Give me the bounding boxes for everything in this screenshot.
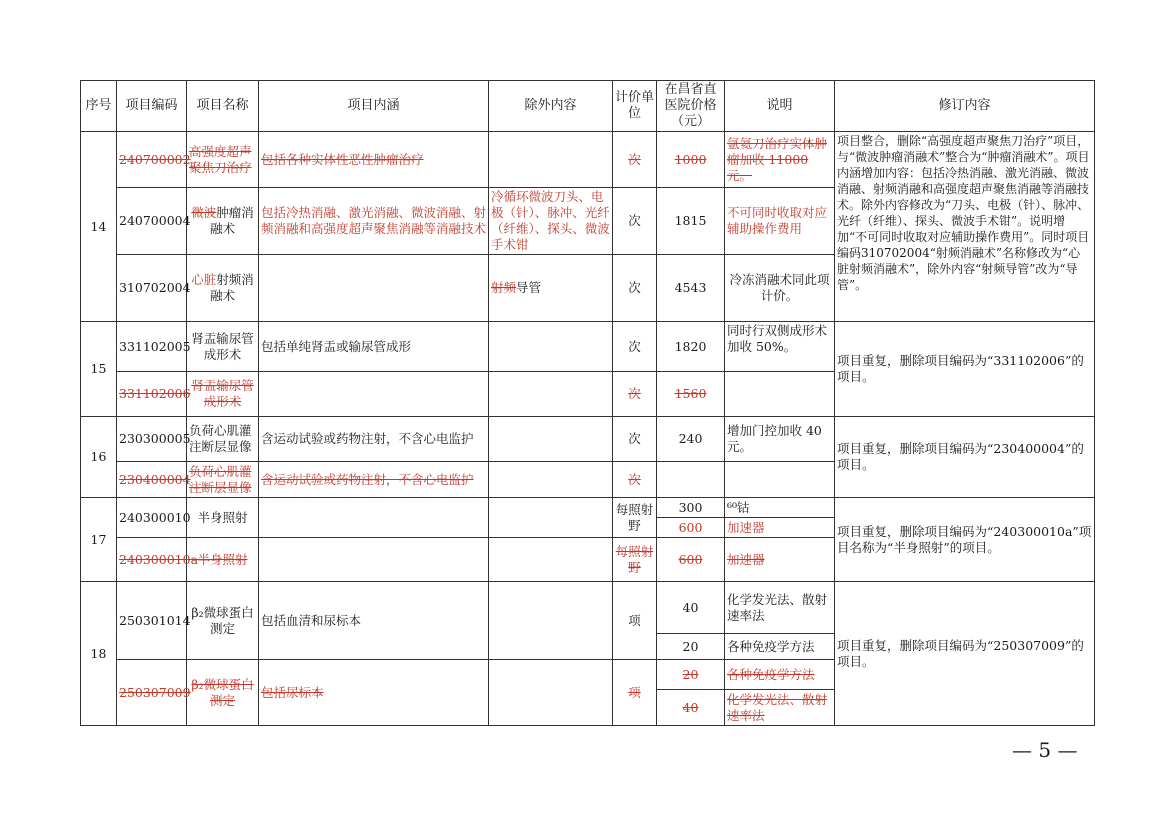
unit-cell: 项 (613, 660, 657, 726)
content-cell: 包括冷热消融、激光消融、微波消融、射频消融和高强度超声聚焦消融等消融技术 (259, 188, 489, 255)
note-cell: 不可同时收取对应辅助操作费用 (725, 188, 835, 255)
content-cell: 含运动试验或药物注射，不含心电监护 (259, 462, 489, 498)
excluded-cell (489, 660, 613, 726)
unit-cell: 次 (613, 255, 657, 322)
revision-cell: 项目重复，删除项目编码为“240300010a”项目名称为“半身照射”的项目。 (835, 498, 1095, 582)
price-cell: 1000 (657, 132, 725, 188)
code-cell: 250301014 (117, 582, 187, 660)
code-cell: 240700002 (117, 132, 187, 188)
content-cell (259, 255, 489, 322)
note-cell: 加速器 (725, 518, 835, 538)
note-cell (725, 372, 835, 417)
seq-cell: 16 (81, 417, 117, 498)
note-cell: 增加门控加收 40 元。 (725, 417, 835, 462)
seq-cell: 15 (81, 322, 117, 417)
table-row (81, 132, 1095, 188)
price-cell: 1815 (657, 188, 725, 255)
name-cell: 半身照射 (187, 498, 259, 538)
excluded-cell (489, 255, 613, 322)
code-cell: 240700004 (117, 188, 187, 255)
seq-cell: 14 (81, 132, 117, 322)
note-cell: 各种免疫学方法 (725, 660, 835, 690)
price-cell: 600 (657, 538, 725, 582)
name-cell: 高强度超声聚焦刀治疗 (187, 132, 259, 188)
price-cell: 40 (657, 690, 725, 726)
table-row (81, 582, 1095, 634)
excluded-cell (489, 582, 613, 660)
table-row (81, 322, 1095, 372)
header-unit: 计价单位 (613, 81, 657, 132)
name-cell: 负荷心肌灌注断层显像 (187, 462, 259, 498)
content-cell: 包括各种实体性恶性肿瘤治疗 (259, 132, 489, 188)
page-number: — 5 — (1012, 738, 1078, 762)
unit-cell: 每照射野 (613, 498, 657, 538)
code-cell: 331102006 (117, 372, 187, 417)
header-row (81, 81, 1095, 132)
header-price: 在昌省直医院价格（元） (657, 81, 725, 132)
name-cell: 半身照射 (187, 538, 259, 582)
excluded-cell (489, 188, 613, 255)
content-cell: 包括单纯肾盂或输尿管成形 (259, 322, 489, 372)
unit-cell: 项 (613, 582, 657, 660)
content-cell: 包括血清和尿标本 (259, 582, 489, 660)
price-cell: 40 (657, 582, 725, 634)
header-code: 项目编码 (117, 81, 187, 132)
unit-cell: 次 (613, 188, 657, 255)
name-cell: β₂微球蛋白测定 (187, 582, 259, 660)
revision-cell: 项目重复，删除项目编码为“250307009”的项目。 (835, 582, 1095, 726)
note-cell: 化学发光法、散射速率法 (725, 690, 835, 726)
name-deleted-part: 微波 (191, 205, 217, 220)
name-cell: 肾盂输尿管成形术 (187, 322, 259, 372)
content-cell (259, 498, 489, 538)
price-cell (657, 462, 725, 498)
header-seq: 序号 (81, 81, 117, 132)
name-added-part: 心脏 (191, 272, 217, 287)
revision-cell: 项目重复，删除项目编码为“230400004”的项目。 (835, 417, 1095, 498)
note-cell: ⁶⁰钴 (725, 498, 835, 518)
code-cell: 230400004 (117, 462, 187, 498)
pricing-revision-table (80, 80, 1095, 726)
price-cell: 240 (657, 417, 725, 462)
name-text: 肿瘤消融术 (209, 205, 254, 236)
content-cell (259, 538, 489, 582)
code-cell: 240300010a (117, 538, 187, 582)
excluded-deleted-part: 射频 (491, 280, 517, 295)
note-cell: 冷冻消融术同此项计价。 (725, 255, 835, 322)
price-cell: 1820 (657, 322, 725, 372)
header-note: 说明 (725, 81, 835, 132)
price-cell: 20 (657, 660, 725, 690)
name-cell (187, 255, 259, 322)
note-cell: 加速器 (725, 538, 835, 582)
excluded-cell (489, 538, 613, 582)
code-cell: 250307009 (117, 660, 187, 726)
unit-cell: 次 (613, 417, 657, 462)
note-cell (725, 462, 835, 498)
note-cell: 同时行双侧成形术加收 50%。 (725, 322, 835, 372)
note-cell: 氩氦刀治疗实体肿瘤加收 11000元。 (725, 132, 835, 188)
price-cell: 300 (657, 498, 725, 518)
content-cell: 含运动试验或药物注射，不含心电监护 (259, 417, 489, 462)
note-cell: 各种免疫学方法 (725, 634, 835, 660)
seq-cell: 17 (81, 498, 117, 582)
name-text: 射频消融术 (209, 272, 254, 303)
code-cell: 230300005 (117, 417, 187, 462)
table-row (81, 498, 1095, 518)
excluded-cell (489, 462, 613, 498)
name-cell: 肾盂输尿管成形术 (187, 372, 259, 417)
revision-cell: 项目重复，删除项目编码为“331102006”的项目。 (835, 322, 1095, 417)
name-cell (187, 188, 259, 255)
seq-cell: 18 (81, 582, 117, 726)
content-cell (259, 372, 489, 417)
code-cell: 310702004 (117, 255, 187, 322)
unit-cell: 每照射野 (613, 538, 657, 582)
content-cell: 包括尿标本 (259, 660, 489, 726)
unit-cell: 次 (613, 132, 657, 188)
revision-cell: 项目整合，删除“高强度超声聚焦刀治疗”项目，与“微波肿瘤消融术”整合为“肿瘤消融术”。项目内涵增加内容：包括冷热消融、激光消融、微波消融、射频消融和高强度超声聚焦消融等消融技术。除外内容修改为“刀头、电极（针）、脉冲、光纤（纤维）、探头、微波手术钳”。说明增加“不可同时收取对应辅助操作费用”。同时项目编码310702004“射频消融术”名称修改为“心脏射频消融术”，除外内容“射频导管”改为“导管”。 (835, 132, 1095, 322)
code-cell: 240300010 (117, 498, 187, 538)
header-name: 项目名称 (187, 81, 259, 132)
price-cell: 1560 (657, 372, 725, 417)
price-cell: 4543 (657, 255, 725, 322)
note-cell: 化学发光法、散射速率法 (725, 582, 835, 634)
excluded-cell (489, 132, 613, 188)
price-cell: 20 (657, 634, 725, 660)
unit-cell: 次 (613, 462, 657, 498)
excluded-cell (489, 417, 613, 462)
excluded-cell (489, 372, 613, 417)
excluded-text: 冷循环微波刀头、电极（针）、脉冲、光纤（纤维）、探头、微波手术钳 (491, 189, 610, 252)
name-cell: 负荷心肌灌注断层显像 (187, 417, 259, 462)
unit-cell: 次 (613, 322, 657, 372)
unit-cell: 次 (613, 372, 657, 417)
code-cell: 331102005 (117, 322, 187, 372)
header-excluded: 除外内容 (489, 81, 613, 132)
excluded-cell (489, 322, 613, 372)
table-row (81, 417, 1095, 462)
header-revision: 修订内容 (835, 81, 1095, 132)
excluded-cell (489, 498, 613, 538)
excluded-text: 导管 (516, 280, 542, 295)
price-cell: 600 (657, 518, 725, 538)
header-content: 项目内涵 (259, 81, 489, 132)
name-cell: β₂微球蛋白测定 (187, 660, 259, 726)
